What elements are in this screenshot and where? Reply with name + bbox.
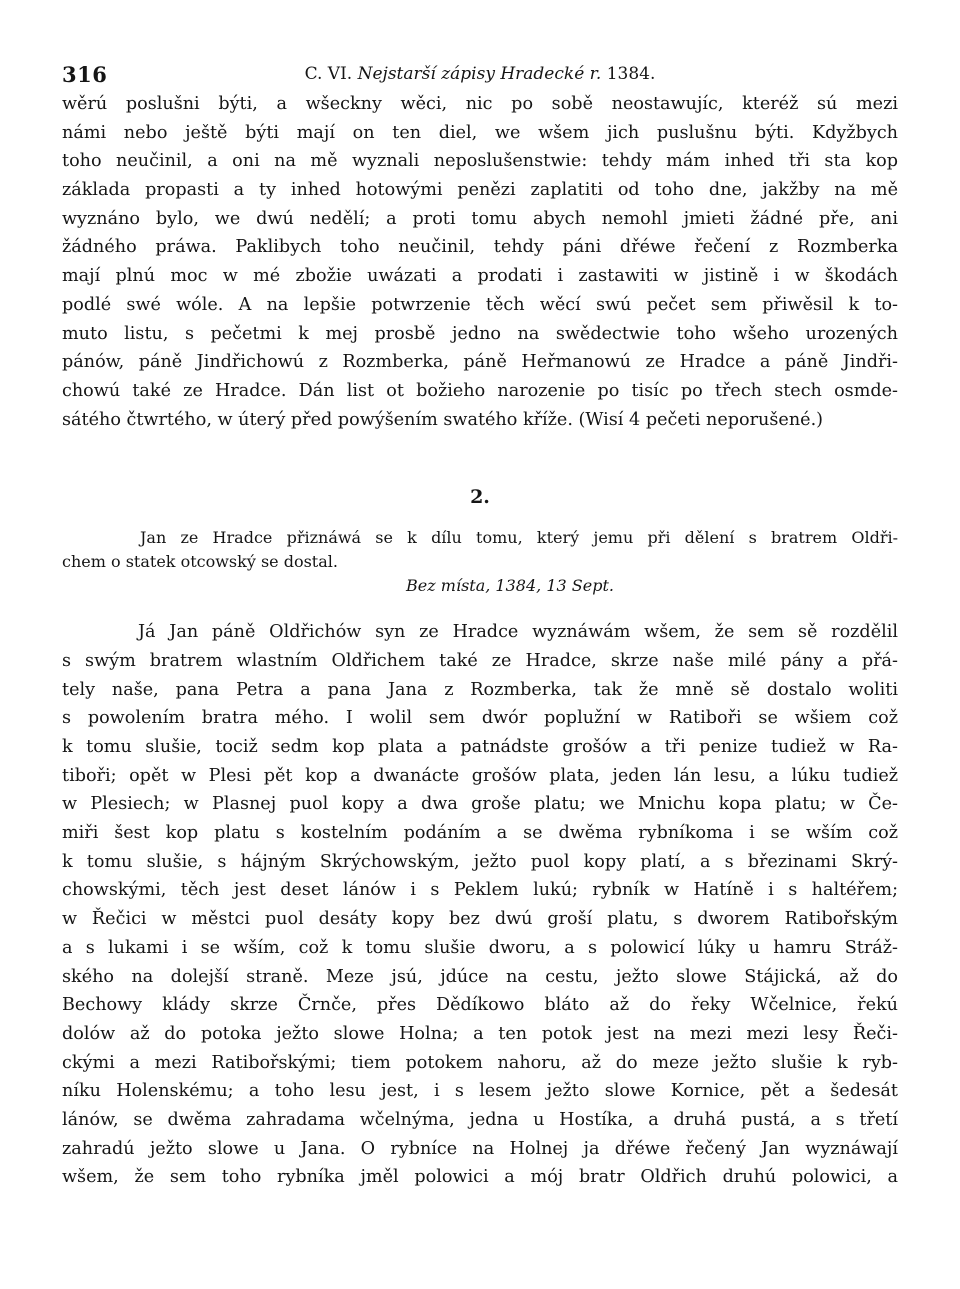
- text-line: žádného práwa. Paklibych toho neučinil, tehdy páni dřéwe řečení z Rozmberka: [62, 237, 898, 258]
- text-line: toho neučinil, a oni na mě wyznali neposlušenstwie: tehdy mám inhed tři sta kop: [62, 151, 898, 172]
- text-line: wyznáno bylo, we dwú nedělí; a proti tomu abych nemohl jmieti žádné pře, ani: [62, 208, 898, 229]
- body-line: k tomu slušie, tociž sedm kop plata a patnádste grošów a tři penize tudiež w Ra-: [62, 737, 898, 757]
- body-line: tely naše, pana Petra a pana Jana z Rozmberka, tak že mně sě dostalo woliti: [62, 679, 898, 700]
- body-line: lánów, se dwěma zahradama wčelnýma, jedna u Hostíka, a druhá pustá, a s třetí: [62, 1109, 898, 1130]
- body-line: miři šest kop platu s kostelním podáním a se dwěma rybníkoma i se wším což: [62, 823, 898, 844]
- header-title-text: Nejstarší zápisy Hradecké r.: [357, 64, 602, 84]
- page-number: 316: [62, 62, 108, 87]
- text-line: chowú také ze Hradce. Dán list ot božieho narozenie po tisíc po třech stech osmde-: [62, 380, 898, 401]
- text-line: wěrú poslušni býti, a wšeckny wěci, nic po sobě neostawujíc, kteréž sú mezi: [62, 94, 898, 114]
- body-line: dolów až do potoka ježto slowe Holna; a ten potok jest na mezi mezi lesy Řeči-: [62, 1023, 898, 1044]
- body-line: chowskými, těch jest deset lánów i s Peklem lukú; rybník w Hatíně i s haltéřem;: [62, 880, 898, 901]
- text-line: muto listu, s pečetmi k mej prosbě jedno na swědectwie toho wšeho urozených: [62, 323, 898, 344]
- document-body: [62, 618, 898, 1192]
- body-line: wšem, že sem toho rybníka jměl polowici a mój bratr Oldřich druhú polowici, a: [62, 1167, 898, 1188]
- header-title: [62, 64, 898, 84]
- text-line: podlé swé wóle. A na lepšie potwrzenie těch wěcí swú pečet sem přiwěsil k to-: [62, 294, 898, 315]
- text-line: sátého čtwrtého, w úterý před powýšením swatého kříže. (Wisí 4 pečeti neporušené.): [62, 409, 824, 430]
- header-chapter: C. VI.: [304, 64, 353, 84]
- body-line: Bechowy klády skrze Črnče, přes Dědíkowo bláto až do řeky Wčelnice, řekú: [62, 995, 898, 1016]
- date-value: 1384, 13: [495, 576, 567, 596]
- body-line: s powolením bratra mého. I wolil sem dwór poplužní w Ratiboři se wšiem což: [62, 708, 898, 729]
- body-line: a s lukami i se wším, což k tomu slušie dworu, a s polowicí lúky u hamru Stráž-: [62, 937, 898, 958]
- text-line: mají plnú moc w mé zbožie uwázati a prodati i zastawiti w jistině i w škodách: [62, 266, 898, 287]
- body-line: tiboři; opět w Plesi pět kop a dwanácte grošów plata, jeden lán lesu, a lúku tudiež: [62, 765, 898, 786]
- body-line: w Plesiech; w Plasnej puol kopy a dwa groše platu; we Mnichu kopa platu; w Če-: [62, 794, 898, 815]
- body-line: ckými a mezi Ratibořskými; tiem potokem nahoru, až do meze ježto slušie k ryb-: [62, 1052, 898, 1073]
- section-number: 2.: [470, 486, 490, 509]
- running-head: [62, 62, 898, 90]
- body-line: w Řečici w městci puol desáty kopy bez dwú groší platu, s dworem Ratibořským: [62, 909, 898, 930]
- body-line: Já Jan páně Oldřichów syn ze Hradce wyznáwám wšem, že sem sě rozdělil: [138, 622, 898, 643]
- date-place: Bez místa,: [406, 576, 491, 596]
- text-line: námi nebo ještě býti mají on ten diel, we wšem jich puslušnu býti. Kdyžbych: [62, 122, 898, 143]
- date-month: Sept.: [571, 576, 614, 596]
- header-year: 1384.: [606, 64, 656, 84]
- body-line: k tomu slušie, s hájným Skrýchowským, ježto puol kopy platí, a s březinami Skrý-: [62, 851, 898, 872]
- text-line: základa propasti a ty inhed hotowými penězi zaplatiti od toho dne, jakžby na mě: [62, 180, 898, 201]
- book-page: [62, 62, 898, 1192]
- date-line: [122, 574, 898, 598]
- body-line: níku Holenskému; a toho lesu jest, i s lesem ježto slowe Kornice, pět a šedesát: [62, 1081, 898, 1102]
- body-line: s swým bratrem wlastním Oldřichem také ze Hradce, skrze naše milé pány a přá-: [62, 650, 898, 671]
- text-line: pánów, páně Jindřichowú z Rozmberka, páně Heřmanowú ze Hradce a páně Jindři-: [62, 352, 898, 373]
- regest-line: Jan ze Hradce přiznáwá se k dílu tomu, který jemu při dělení s bratrem Oldři-: [140, 528, 898, 548]
- body-line: zahradú ježto slowe u Jana. O rybníce na Holnej ja dřéwe řečený Jan wyznáwají: [62, 1138, 898, 1159]
- section-regest: [62, 526, 898, 574]
- continued-text: [62, 90, 898, 434]
- regest-line: chem o statek otcowský se dostal.: [62, 552, 338, 572]
- body-line: ského na dolejší straně. Meze jsú, jdúce na cestu, ježto slowe Stájická, až do: [62, 966, 898, 987]
